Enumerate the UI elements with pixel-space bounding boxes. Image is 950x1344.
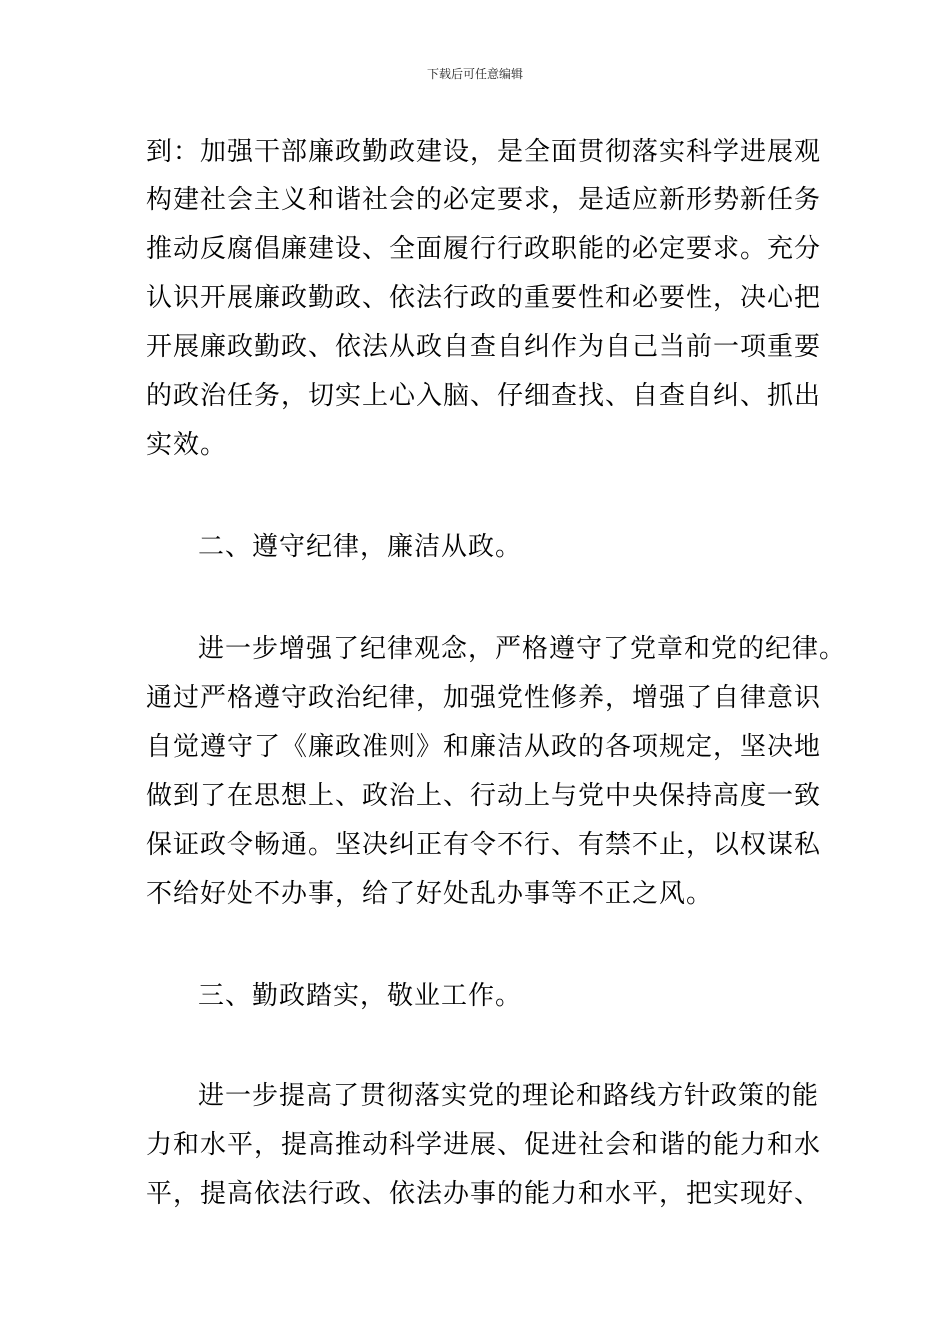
- paragraph-line: 的政治任务，切实上心入脑、仔细查找、自查自纠、抓出: [146, 381, 822, 411]
- paragraph-line: 不给好处不办事，给了好处乱办事等不正之风。: [146, 879, 714, 909]
- paragraph-line: 平，提高依法行政、依法办事的能力和水平，把实现好、: [146, 1179, 822, 1209]
- paragraph-line: 保证政令畅通。坚决纠正有令不行、有禁不止，以权谋私: [146, 830, 822, 860]
- paragraph-line: 实效。: [146, 430, 228, 460]
- paragraph-line: 做到了在思想上、政治上、行动上与党中央保持高度一致: [146, 781, 822, 811]
- paragraph-line: 自觉遵守了《廉政准则》和廉洁从政的各项规定，坚决地: [146, 732, 822, 762]
- paragraph-line: 进一步提高了贯彻落实党的理论和路线方针政策的能: [198, 1081, 820, 1111]
- section-heading: 二、遵守纪律，廉洁从政。: [198, 532, 523, 562]
- paragraph-line: 力和水平，提高推动科学进展、促进社会和谐的能力和水: [146, 1130, 822, 1160]
- header-note: 下载后可任意编辑: [426, 67, 523, 81]
- paragraph-line: 通过严格遵守政治纪律，加强党性修养，增强了自律意识: [146, 683, 822, 713]
- paragraph-line: 推动反腐倡廉建设、全面履行行政职能的必定要求。充分: [146, 234, 822, 264]
- paragraph-line: 到：加强干部廉政勤政建设，是全面贯彻落实科学进展观: [146, 137, 822, 167]
- paragraph-line: 开展廉政勤政、依法从政自查自纠作为自己当前一项重要: [146, 332, 822, 362]
- paragraph-line: 认识开展廉政勤政、依法行政的重要性和必要性，决心把: [146, 283, 822, 313]
- paragraph-line: 构建社会主义和谐社会的必定要求，是适应新形势新任务: [146, 185, 822, 215]
- paragraph-line: 进一步增强了纪律观念，严格遵守了党章和党的纪律。: [198, 634, 847, 664]
- section-heading: 三、勤政踏实，敬业工作。: [198, 981, 523, 1011]
